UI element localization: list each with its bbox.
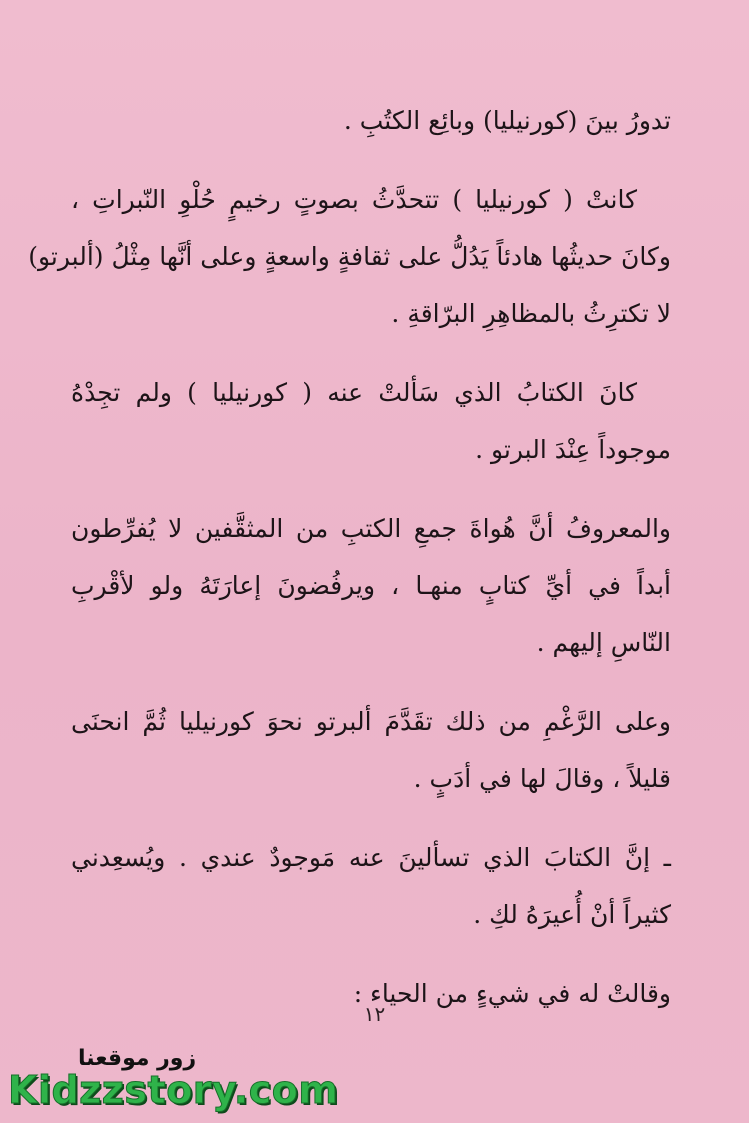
- text-line: كثيراً أنْ أُعيرَهُ لكِ .: [473, 900, 671, 929]
- text-line: تدورُ بينَ (كورنيليا) وبائِع الكتُبِ .: [343, 106, 671, 135]
- text-line: أبداً في أيِّ كتابٍ منهـا ، ويرفُضونَ إعارَتَهُ ولو لأقْربِ: [71, 571, 671, 600]
- paragraph-gap: [71, 943, 671, 965]
- text-line: كانَ الكتابُ الذي سَألتْ عنه ( كورنيليا ) ولم تجِدْهُ: [71, 378, 637, 407]
- text-line: لا تكترِثُ بالمظاهِرِ البرّاقةِ .: [391, 299, 671, 328]
- page-text: [28, 92, 671, 1022]
- paragraph-gap: [71, 807, 671, 829]
- text-line: وعلى الرَّغْمِ من ذلك تقَدَّمَ ألبرتو نحوَ كورنيليا ثُمَّ انحنَى: [71, 707, 671, 736]
- paragraph-gap: [71, 342, 671, 364]
- text-line: ـ إنَّ الكتابَ الذي تسألينَ عنه مَوجودٌ عندي . ويُسعِدني: [71, 843, 671, 872]
- text-line: وكانَ حديثُها هادئاً يَدُلُّ على ثقافةٍ واسعةٍ وعلى أنَّها مِثْلُ (ألبرتو): [28, 242, 671, 271]
- paragraph-gap: [71, 478, 671, 500]
- text-line: موجوداً عِنْدَ البرتو .: [475, 435, 671, 464]
- text-line: وقالتْ له في شيءٍ من الحياء :: [353, 979, 671, 1008]
- paragraph-gap: [71, 149, 671, 171]
- text-line: قليلاً ، وقالَ لها في أدَبٍ .: [413, 764, 671, 793]
- text-line: النّاسِ إليهم .: [536, 628, 671, 657]
- paragraph-gap: [71, 671, 671, 693]
- page-number: ١٢: [363, 1002, 386, 1026]
- text-line: والمعروفُ أنَّ هُواةَ جمعِ الكتبِ من المثقَّفين لا يُفرِّطون: [71, 514, 671, 543]
- site-logo[interactable]: Kidzzstory.com: [8, 1068, 339, 1112]
- watermark-visit-text: زور موقعنا: [78, 1046, 197, 1071]
- text-line: كانتْ ( كورنيليا ) تتحدَّثُ بصوتٍ رخيمٍ حُلْوِ النّبراتِ ،: [71, 185, 637, 214]
